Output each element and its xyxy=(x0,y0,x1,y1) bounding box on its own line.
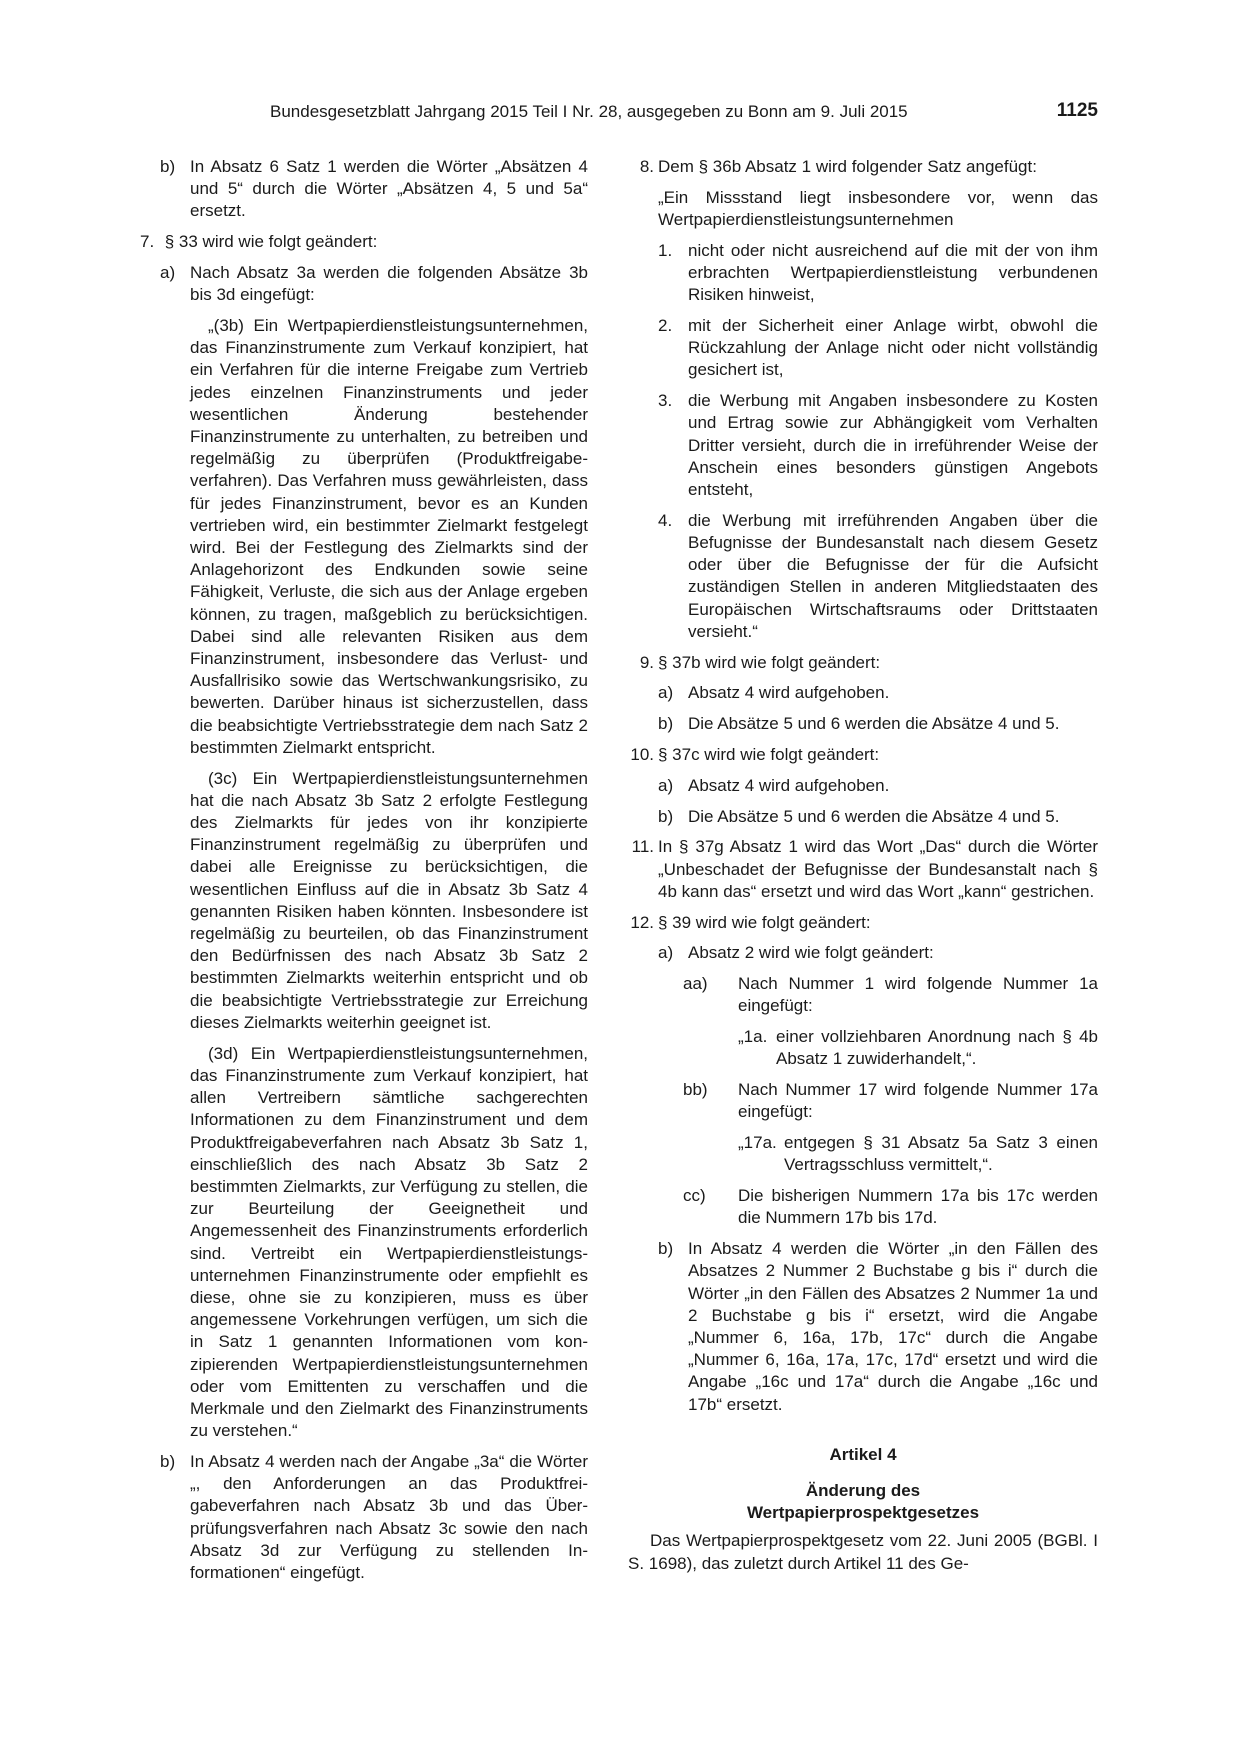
item-text: die Werbung mit irreführenden Angaben über die Befugnisse der Bundesanstalt nach diesem Gesetz oder über die Befugnisse der für die Aufsicht zuständigen Stellen in anderen Mitgliedstaaten des Europäischen Wirtschaftsraums oder Drittstaaten versieht.“ xyxy=(688,510,1098,641)
item-text xyxy=(140,231,588,253)
list-item xyxy=(628,652,1098,674)
item-label: 9. xyxy=(639,652,654,672)
item-label: 8. xyxy=(639,157,654,176)
list-item xyxy=(628,682,1098,704)
paragraph-3c: (3c) Ein Wertpapierdienstleistungsunternehmen hat die nach Absatz 3b Satz 2 erfolgte Festlegung des Zielmarkts für jedes von ihr konzipierte Finanzinstrument regelmäßig zu überprüfen und dabei alle Ereignisse zu berücksichtigen, die wesentlichen Einfluss auf die in Absatz 3b Satz 4 genannten Risiken haben könnten. Insbesondere ist regelmäßig zu beurteilen, ob das Finanzinstrument den Bedürfnissen des nach Absatz 3b Satz 2 bestimmten Zielmarkts weiterhin entspricht und ob die beabsichtigte Vertriebsstrategie zur Erreichung dieses Zielmarkts weiterhin geeignet ist. xyxy=(190,768,588,1032)
item-text: § 37b wird wie folgt geändert: xyxy=(658,652,881,672)
item-label: 11. xyxy=(631,837,654,857)
list-item xyxy=(628,942,1098,964)
item-text: Nach Nummer 17 wird folgende Nummer 17a eingefügt: xyxy=(738,1080,1098,1122)
item-text: In Absatz 4 werden nach der Angabe „3a“ die Wörter „, den Anforderungen an das Produktfreigabeverfahren nach Absatz 3b und das Überprüfungsverfahren nach Absatz 3c sowie den nach Absatz 3d zur Verfügung zu stellenden Informationen“ eingefügt. xyxy=(190,1451,588,1582)
item-label: aa) xyxy=(683,974,708,994)
article-title-line-1: Änderung des xyxy=(805,1481,921,1501)
item-label: b) xyxy=(658,806,674,826)
item-text: Die Absätze 5 und 6 werden die Absätze 4 und 5. xyxy=(688,806,1060,826)
item-text: entgegen § 31 Absatz 5a Satz 3 einen Vertragsschluss vermittelt,“. xyxy=(784,1133,1098,1175)
item-label: 12. xyxy=(630,912,654,932)
list-item xyxy=(628,1238,1098,1416)
item-label: 10. xyxy=(630,745,654,765)
item-label: 7. xyxy=(140,232,155,252)
list-item xyxy=(628,912,1098,934)
list-item xyxy=(628,156,1098,178)
item-label: b) xyxy=(658,1239,674,1259)
item-label: 2. xyxy=(658,316,673,335)
item-label: cc) xyxy=(683,1186,706,1206)
item-text: einer vollziehbaren Anordnung nach § 4b Absatz 1 zuwiderhandelt,“. xyxy=(776,1027,1098,1069)
quote-intro: „Ein Missstand liegt insbesondere vor, wenn das Wertpapierdienstleistungsunternehmen xyxy=(658,187,1098,229)
item-text: Absatz 4 wird aufgehoben. xyxy=(688,775,890,795)
item-text: § 33 wird wie folgt geändert: xyxy=(164,232,378,252)
page-number: 1125 xyxy=(1056,100,1098,121)
item-text: Absatz 4 wird aufgehoben. xyxy=(688,683,890,703)
list-item xyxy=(160,156,588,223)
article-title-line-2: Wertpapierprospektgesetzes xyxy=(746,1503,980,1523)
list-item xyxy=(628,315,1098,382)
item-label: b) xyxy=(658,714,674,734)
item-text: Die Absätze 5 und 6 werden die Absätze 4 und 5. xyxy=(688,714,1060,734)
quote-block xyxy=(160,315,588,1442)
quote-item xyxy=(738,1132,1098,1176)
item-label: a) xyxy=(658,943,674,963)
item-text: Die bisherigen Nummern 17a bis 17c werden die Nummern 17b bis 17d. xyxy=(738,1186,1098,1228)
list-item xyxy=(628,240,1098,307)
list-item xyxy=(160,262,588,306)
page-header xyxy=(160,100,1098,128)
list-item xyxy=(628,806,1098,828)
list-item xyxy=(628,744,1098,766)
item-text: Nach Nummer 1 wird folgende Nummer 1a eingefügt: xyxy=(738,974,1098,1016)
list-item xyxy=(628,973,1098,1017)
item-text: Absatz 2 wird wie folgt geändert: xyxy=(688,943,934,963)
item-label: bb) xyxy=(683,1080,708,1100)
item-label: 4. xyxy=(658,510,673,530)
item-text: In Absatz 4 werden die Wörter „in den Fällen des Absatzes 2 Nummer 2 Buchstabe g bis i“ durch die Wörter „in den Fällen des Absatzes 2 Nummer 1a und 2 Buchstabe g bis i“ ersetzt, wird die Angabe „Nummer 6, 16a, 17b, 17c“ durch die Angabe „Nummer 6, 16a, 17a, 17c, 17d“ ersetzt und wird die Angabe „16c und 17a“ durch die Angabe „16c und 17b“ ersetzt. xyxy=(688,1239,1098,1414)
item-text: Nach Absatz 3a werden die folgenden Absätze 3b bis 3d eingefügt: xyxy=(190,263,588,305)
item-text: Dem § 36b Absatz 1 wird folgender Satz angefügt: xyxy=(658,157,1037,176)
left-column xyxy=(140,156,588,1593)
item-text: § 37c wird wie folgt geändert: xyxy=(658,745,880,765)
item-text: mit der Sicherheit einer Anlage wirbt, obwohl die Rückzahlung der Anlage nicht oder nicht vollständig gesichert ist, xyxy=(688,316,1098,380)
item-text: In Absatz 6 Satz 1 werden die Wörter „Absätzen 4 und 5“ durch die Wörter „Absätzen 4, 5 und 5a“ ersetzt. xyxy=(190,157,588,221)
item-label: 1. xyxy=(658,240,673,260)
item-label: b) xyxy=(160,157,176,176)
article-number: Artikel 4 xyxy=(829,1444,897,1464)
list-item xyxy=(628,775,1098,797)
list-item xyxy=(628,713,1098,735)
right-column xyxy=(628,156,1098,1583)
header-title: Bundesgesetzblatt Jahrgang 2015 Teil I Nr. 28, ausgegeben zu Bonn am 9. Juli 2015 xyxy=(270,102,908,121)
item-label: „17a. xyxy=(738,1133,777,1153)
paragraph-3b: „(3b) Ein Wertpapierdienstleistungsunternehmen, das Finanzinstrumente zum Verkauf konzipiert, hat ein Verfahren für die interne Freigabe zum Vertrieb jedes einzelnen Finanzinstruments und jeder wesentlichen Änderung bestehender Finanzinstrumente zu unterhalten, zu betreiben und regelmäßig zu überprüfen (Produktfreigabeverfahren). Das Verfahren muss gewährleisten, dass für jedes Finanzinstrument, bevor es an Kunden vertrieben wird, ein bestimmter Zielmarkt festgelegt wird. Bei der Festlegung des Zielmarkts sind der Anlagehorizont des Endkunden sowie seine Fähigkeit, Verluste, die sich aus der Anlage ergeben können, zu tragen, maßgeblich zu berücksichtigen. Dabei sind alle relevanten Risiken aus dem Finanzinstrument, insbesondere das Verlust- und Ausfallrisiko sowie das Wertschwankungsrisiko, zu bewerten. Darüber hinaus ist sicherzustellen, dass die beabsichtigte Vertriebsstrategie dem nach Satz 2 bestimmten Zielmarkt entspricht. xyxy=(190,316,588,757)
list-item xyxy=(628,836,1098,903)
item-label: b) xyxy=(160,1451,176,1471)
list-item xyxy=(160,1451,588,1584)
list-item xyxy=(628,510,1098,643)
list-item xyxy=(628,390,1098,501)
item-text: In § 37g Absatz 1 wird das Wort „Das“ durch die Wörter „Unbeschadet der Befugnisse der Bundesanstalt nach § 4b kann das“ ersetzt und wird das Wort „kann“ gestrichen. xyxy=(658,837,1098,901)
list-item xyxy=(140,231,588,253)
article-body: Das Wertpapierprospektgesetz vom 22. Juni 2005 (BGBl. I S. 1698), das zuletzt durch Artikel 11 des Ge- xyxy=(628,1531,1098,1573)
item-label: a) xyxy=(658,683,674,703)
item-label: 3. xyxy=(658,391,673,411)
item-label: a) xyxy=(658,775,674,795)
list-item xyxy=(628,1079,1098,1123)
item-label: „1a. xyxy=(738,1027,768,1047)
paragraph-3d: (3d) Ein Wertpapierdienstleistungsunternehmen, das Finanzinstrumente zum Verkauf konzipiert, hat allen Vertreibern sämtliche sachgerechten Informationen zu dem Finanzinstrument und dem Produktfreigabeverfahren nach Absatz 3b Satz 1, einschließlich des nach Absatz 3b Satz 2 bestimmten Zielmarkts, zur Verfügung zu stellen, die zur Beurteilung der Geeignetheit und Angemessenheit des Finanzinstruments erforderlich sind. Vertreibt ein Wertpapierdienstleistungsunternehmen Finanzinstrumente oder empfiehlt es diese, ohne sie zu konzipieren, muss es über angemessene Vorkehrungen verfügen, um sich die in Satz 1 genannten Informationen vom konzipierenden Wertpapierdienstleistungsunternehmen oder vom Emittenten zu verschaffen und die Merkmale und den Zielmarkt des Finanzinstruments zu verstehen.“ xyxy=(190,1043,588,1441)
item-text: die Werbung mit Angaben insbesondere zu Kosten und Ertrag sowie zur Abhängigkeit vom Verhalten Dritter versieht, durch die in irreführender Weise der Anschein eines besonders günstigen Angebots entsteht, xyxy=(688,391,1098,500)
quote-item xyxy=(738,1026,1098,1070)
item-text: § 39 wird wie folgt geändert: xyxy=(658,912,871,932)
list-item xyxy=(628,1185,1098,1229)
item-text: nicht oder nicht ausreichend auf die mit der von ihm erbrachten Wertpapierdienstleistung verbundenen Risiken hinweist, xyxy=(688,240,1098,305)
item-label: a) xyxy=(160,263,176,282)
